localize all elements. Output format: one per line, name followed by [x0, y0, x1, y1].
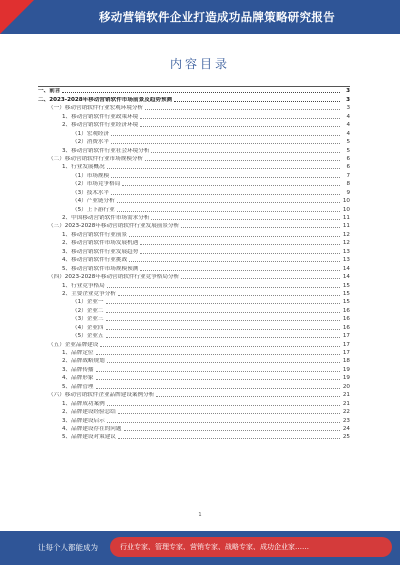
toc-entry-label: 1、行业竞争格局 — [62, 282, 105, 289]
toc-entry[interactable] — [38, 391, 350, 399]
toc-leader-dots — [151, 152, 340, 153]
toc-leader-dots — [100, 346, 340, 347]
toc-entry[interactable] — [38, 298, 350, 306]
toc-entry-label: 5、品牌管理 — [62, 383, 94, 390]
toc-entry[interactable] — [38, 357, 350, 365]
toc-leader-dots — [118, 413, 340, 414]
toc-entry-page: 4 — [346, 122, 350, 129]
toc-entry-label: （4）企业四 — [72, 324, 104, 331]
toc-entry-label: 3、移动营销软件行业发展趋势 — [62, 248, 139, 255]
toc-entry-page: 5 — [346, 139, 350, 146]
toc-entry-page: 8 — [346, 181, 350, 188]
toc-entry-label: （二）移动营销软件行业市场规模分析 — [48, 155, 144, 162]
footer-tagline: 行业专家、管理专家、营销专家、战略专家、成功企业家…… — [120, 543, 309, 551]
toc-entry-page: 12 — [342, 240, 350, 247]
toc-entry-label: （1）市场规模 — [72, 172, 110, 179]
toc-leader-dots — [145, 109, 340, 110]
toc-leader-dots — [122, 185, 340, 186]
toc-entry-page: 16 — [342, 324, 350, 331]
toc-leader-dots — [96, 379, 340, 380]
toc-entry[interactable] — [38, 349, 350, 357]
toc-entry[interactable] — [38, 188, 350, 196]
toc-entry-page: 9 — [346, 189, 350, 196]
toc-entry-label: 1、品牌成功案例 — [62, 400, 105, 407]
toc-entry-page: 17 — [342, 350, 350, 356]
toc-entry-page: 25 — [342, 434, 350, 441]
toc-leader-dots — [140, 118, 340, 119]
toc-entry[interactable] — [38, 399, 350, 407]
toc-entry-page: 6 — [346, 155, 350, 162]
toc-entry-label: 1、移动营销软件行业前景 — [62, 231, 128, 238]
footer-banner — [0, 531, 400, 565]
toc-entry[interactable] — [38, 155, 350, 163]
toc-entry-page: 10 — [342, 206, 350, 213]
toc-leader-dots — [111, 177, 340, 178]
toc-entry-label: （3）企业三 — [72, 316, 104, 323]
toc-entry[interactable] — [38, 408, 350, 416]
table-of-contents — [38, 86, 350, 441]
toc-entry[interactable] — [38, 146, 350, 154]
toc-entry-label: （2）市场竞争格局 — [72, 181, 121, 188]
toc-entry[interactable] — [38, 214, 350, 222]
toc-leader-dots — [106, 329, 340, 330]
toc-entry-label: （三）2023-2028年移动营销软件行业发展前景分析 — [48, 223, 180, 230]
toc-entry-page: 11 — [342, 215, 350, 221]
toc-entry-page: 17 — [342, 341, 350, 348]
toc-entry-label: （2）消费水平 — [72, 139, 110, 146]
toc-entry[interactable] — [38, 112, 350, 120]
toc-entry[interactable] — [38, 315, 350, 323]
toc-entry[interactable] — [38, 138, 350, 146]
toc-entry-label: 4、品牌建设存在的问题 — [62, 425, 122, 432]
toc-entry-page: 3 — [346, 105, 350, 112]
header-corner-accent — [0, 0, 34, 34]
toc-leader-dots — [111, 143, 340, 144]
toc-entry-label: （1）宏观经济 — [72, 130, 110, 137]
toc-entry-page: 15 — [342, 282, 350, 289]
report-title: 移动营销软件企业打造成功品牌策略研究报告 — [99, 10, 335, 24]
toc-entry-page: 14 — [342, 274, 350, 281]
toc-entry-label: 2、移动营销软件市场发展机遇 — [62, 240, 139, 247]
toc-entry-page: 18 — [342, 358, 350, 365]
toc-entry-page: 23 — [342, 417, 350, 424]
toc-leader-dots — [124, 430, 341, 431]
toc-leader-dots — [181, 278, 340, 279]
toc-entry-page: 5 — [346, 147, 350, 154]
toc-entry-label: 1、移动营销软件行业政策环境 — [62, 113, 139, 120]
toc-entry[interactable] — [38, 239, 350, 247]
toc-leader-dots — [96, 354, 340, 355]
toc-title: 内容目录 — [169, 57, 230, 71]
toc-leader-dots — [145, 160, 340, 161]
toc-leader-dots — [107, 362, 340, 363]
toc-entry-page: 14 — [342, 265, 350, 272]
toc-entry-label: （五）企业品牌建设 — [48, 341, 99, 348]
toc-leader-dots — [111, 135, 340, 136]
toc-entry[interactable] — [38, 256, 350, 264]
toc-entry-label: 4、移动营销软件行业挑战 — [62, 257, 128, 264]
toc-leader-dots — [129, 236, 340, 237]
toc-entry-label: 3、品牌传播 — [62, 366, 94, 373]
toc-entry[interactable] — [38, 365, 350, 373]
toc-entry-page: 19 — [342, 375, 350, 382]
toc-entry[interactable] — [38, 129, 350, 137]
toc-entry-label: （1）企业一 — [72, 299, 104, 306]
toc-entry-page: 15 — [342, 290, 350, 297]
toc-entry[interactable] — [38, 416, 350, 424]
toc-leader-dots — [96, 388, 340, 389]
toc-entry-label: 5、移动营销软件市场规模预测 — [62, 265, 139, 272]
toc-entry-label: 1、品牌定位 — [62, 350, 94, 356]
footer-tagline-pill — [110, 537, 392, 557]
toc-entry[interactable] — [38, 425, 350, 433]
toc-entry[interactable] — [38, 332, 350, 340]
toc-entry[interactable] — [38, 306, 350, 314]
toc-entry[interactable] — [38, 290, 350, 298]
toc-entry[interactable] — [38, 340, 350, 348]
toc-entry-label: 2、中国移动营销软件市场需求分析 — [62, 215, 150, 221]
toc-leader-dots — [117, 202, 340, 203]
toc-entry-page: 15 — [342, 299, 350, 306]
toc-entry[interactable] — [38, 323, 350, 331]
toc-entry[interactable] — [38, 281, 350, 289]
toc-entry-label: 2、品牌建设经验总结 — [62, 409, 116, 416]
toc-entry-page: 12 — [342, 231, 350, 238]
toc-leader-dots — [140, 126, 340, 127]
toc-entry-page: 7 — [346, 172, 350, 179]
toc-entry-label: （2）企业二 — [72, 307, 104, 314]
toc-leader-dots — [106, 320, 340, 321]
page-number: 1 — [198, 512, 202, 518]
toc-entry-label: （3）技术水平 — [72, 189, 110, 196]
toc-leader-dots — [107, 422, 340, 423]
toc-leader-dots — [96, 371, 340, 372]
toc-entry-page: 21 — [342, 400, 350, 407]
toc-entry[interactable] — [38, 433, 350, 441]
toc-entry[interactable] — [38, 180, 350, 188]
toc-leader-dots — [151, 219, 340, 220]
toc-entry-page: 11 — [342, 223, 350, 230]
toc-entry[interactable] — [38, 197, 350, 205]
toc-entry-label: 2、主要企业竞争分析 — [62, 290, 116, 297]
toc-entry-label: （5）上下游行业 — [72, 206, 115, 213]
toc-entry[interactable] — [38, 374, 350, 382]
toc-entry-label: 1、行业发展概况 — [62, 164, 105, 171]
toc-entry-page: 21 — [342, 392, 350, 399]
toc-entry-page: 16 — [342, 316, 350, 323]
toc-entry[interactable] — [38, 222, 350, 230]
toc-leader-dots — [111, 194, 340, 195]
toc-entry-label: 4、品牌形象 — [62, 375, 94, 382]
toc-leader-dots — [106, 303, 340, 304]
toc-entry[interactable] — [38, 121, 350, 129]
toc-entry-label: 5、品牌建设对策建议 — [62, 434, 116, 441]
toc-entry-page: 20 — [342, 383, 350, 390]
toc-leader-dots — [140, 270, 340, 271]
footer-lead-text: 让每个人都能成为 — [38, 543, 98, 552]
toc-leader-dots — [106, 337, 340, 338]
toc-leader-dots — [140, 253, 340, 254]
toc-leader-dots — [129, 261, 340, 262]
toc-entry-label: 3、移动营销软件行业社会环境分析 — [62, 147, 150, 154]
toc-entry-page: 16 — [342, 307, 350, 314]
toc-entry[interactable] — [38, 163, 350, 171]
toc-entry-page: 13 — [342, 257, 350, 264]
toc-leader-dots — [107, 287, 340, 288]
toc-leader-dots — [118, 438, 340, 439]
toc-entry-label: （4）产业链分析 — [72, 198, 115, 205]
toc-entry-label: 2、移动营销软件行业经济环境 — [62, 122, 139, 129]
toc-entry-label: 一、前言 — [38, 88, 61, 95]
toc-entry-page: 6 — [346, 164, 350, 171]
toc-entry[interactable] — [38, 95, 350, 103]
toc-leader-dots — [174, 101, 340, 102]
toc-leader-dots — [62, 92, 340, 93]
toc-leader-dots — [118, 295, 340, 296]
toc-entry[interactable] — [38, 273, 350, 281]
toc-entry-page: 4 — [346, 130, 350, 137]
toc-entry[interactable] — [38, 171, 350, 179]
toc-leader-dots — [140, 244, 340, 245]
toc-entry[interactable] — [38, 247, 350, 255]
toc-entry[interactable] — [38, 264, 350, 272]
toc-entry-page: 3 — [346, 96, 350, 103]
toc-leader-dots — [107, 168, 340, 169]
toc-leader-dots — [107, 405, 340, 406]
toc-entry-page: 10 — [342, 198, 350, 205]
toc-entry-page: 3 — [346, 88, 350, 95]
toc-entry-page: 19 — [342, 366, 350, 373]
header-banner — [0, 0, 400, 34]
toc-entry-label: 二、2023-2028年移动营销软件市场前景及趋势预测 — [38, 96, 173, 103]
toc-entry-label: （5）企业五 — [72, 333, 104, 340]
toc-entry-label: （一）移动营销软件行业宏观环境分析 — [48, 105, 144, 112]
toc-leader-dots — [106, 312, 340, 313]
toc-entry[interactable] — [38, 104, 350, 112]
toc-entry-page: 4 — [346, 113, 350, 120]
toc-leader-dots — [181, 227, 340, 228]
toc-entry[interactable] — [38, 86, 350, 95]
toc-entry-label: （六）移动营销软件企业品牌建设案例分析 — [48, 392, 155, 399]
toc-entry[interactable] — [38, 205, 350, 213]
toc-entry-page: 13 — [342, 248, 350, 255]
toc-entry[interactable] — [38, 230, 350, 238]
toc-leader-dots — [117, 211, 340, 212]
toc-entry-label: 3、品牌建设启示 — [62, 417, 105, 424]
toc-entry-page: 22 — [342, 409, 350, 416]
toc-entry[interactable] — [38, 382, 350, 390]
toc-entry-label: （四）2023-2028年移动营销软件行业竞争格局分析 — [48, 274, 180, 281]
toc-entry-page: 24 — [342, 425, 350, 432]
toc-leader-dots — [156, 396, 340, 397]
toc-entry-page: 17 — [342, 333, 350, 340]
toc-entry-label: 2、品牌战略规划 — [62, 358, 105, 365]
